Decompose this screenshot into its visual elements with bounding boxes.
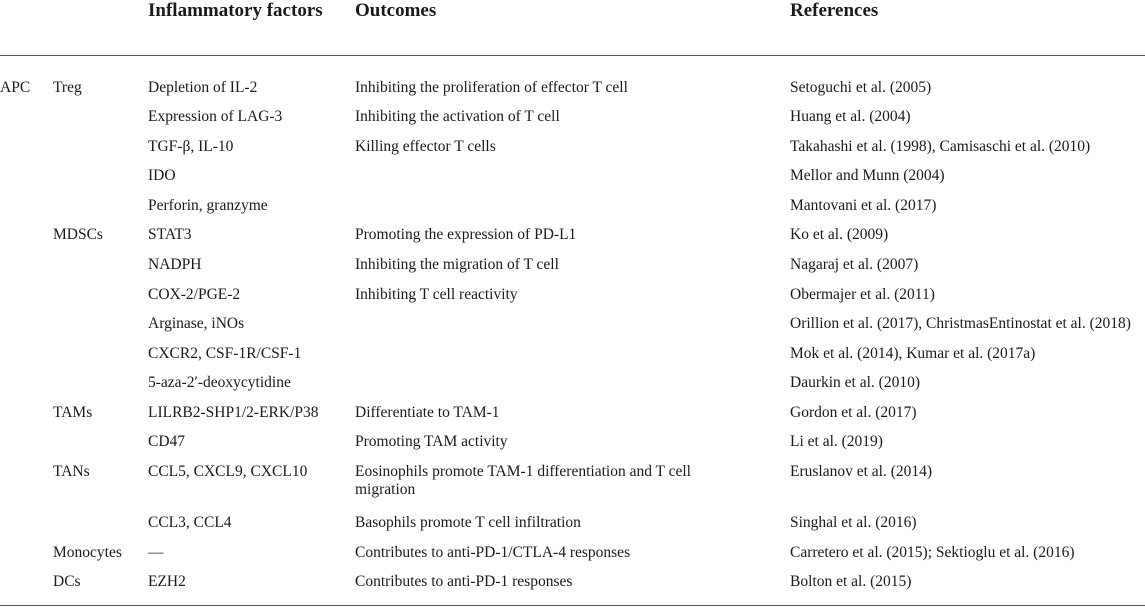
row-outcome: Promoting TAM activity [355, 433, 508, 450]
row-outcome: Contributes to anti-PD-1/CTLA-4 responses [355, 544, 631, 561]
row-cell-type: DCs [53, 573, 81, 590]
row-reference: Setoguchi et al. (2005) [790, 79, 932, 96]
row-inflammatory-factor: COX-2/PGE-2 [148, 286, 241, 303]
row-reference: Orillion et al. (2017), ChristmasEntinostat et al. (2018) [790, 315, 1131, 332]
row-inflammatory-factor: CXCR2, CSF-1R/CSF-1 [148, 345, 302, 362]
row-inflammatory-factor: LILRB2-SHP1/2-ERK/P38 [148, 404, 319, 421]
row-reference: Ko et al. (2009) [790, 226, 889, 243]
row-outcome: Basophils promote T cell infiltration [355, 514, 581, 531]
row-reference: Carretero et al. (2015); Sektioglu et al. (2016) [790, 544, 1075, 561]
header-references: References [790, 0, 879, 21]
row-reference: Bolton et al. (2015) [790, 573, 912, 590]
row-inflammatory-factor: TGF-β, IL-10 [148, 138, 234, 155]
row-reference: Singhal et al. (2016) [790, 514, 917, 531]
row-reference: Nagaraj et al. (2007) [790, 256, 919, 273]
row-inflammatory-factor: Depletion of IL-2 [148, 79, 258, 96]
row-reference: Gordon et al. (2017) [790, 404, 917, 421]
row-outcome: Promoting the expression of PD-L1 [355, 226, 577, 243]
row-reference: Mok et al. (2014), Kumar et al. (2017a) [790, 345, 1036, 362]
row-reference: Li et al. (2019) [790, 433, 883, 450]
row-inflammatory-factor: STAT3 [148, 226, 192, 243]
row-inflammatory-factor: — [148, 544, 164, 561]
row-cell-type: MDSCs [53, 226, 103, 243]
row-outcome: Differentiate to TAM-1 [355, 404, 500, 421]
row-inflammatory-factor: Arginase, iNOs [148, 315, 245, 332]
row-reference: Daurkin et al. (2010) [790, 374, 920, 391]
row-outcome: Killing effector T cells [355, 138, 496, 155]
row-cell-type: Treg [53, 79, 82, 96]
row-inflammatory-factor: EZH2 [148, 573, 186, 590]
row-group-cell: APC [0, 79, 31, 96]
row-outcome: Eosinophils promote TAM-1 differentiation and T cell migration [355, 463, 691, 498]
row-reference: Huang et al. (2004) [790, 108, 911, 125]
row-cell-type: TAMs [53, 404, 93, 421]
row-inflammatory-factor: NADPH [148, 256, 202, 273]
row-cell-type: TANs [53, 463, 90, 480]
table-bottom-rule [0, 605, 1145, 606]
row-inflammatory-factor: CCL5, CXCL9, CXCL10 [148, 463, 308, 480]
row-reference: Mantovani et al. (2017) [790, 197, 937, 214]
row-outcome: Inhibiting the proliferation of effector T cell [355, 79, 628, 96]
row-outcome: Inhibiting the migration of T cell [355, 256, 559, 273]
row-inflammatory-factor: CCL3, CCL4 [148, 514, 232, 531]
row-inflammatory-factor: 5-aza-2′-deoxycytidine [148, 374, 291, 391]
row-cell-type: Monocytes [53, 544, 122, 561]
row-reference: Takahashi et al. (1998), Camisaschi et al. (2010) [790, 138, 1091, 155]
row-outcome: Contributes to anti-PD-1 responses [355, 573, 573, 590]
row-inflammatory-factor: CD47 [148, 433, 186, 450]
row-outcome: Inhibiting the activation of T cell [355, 108, 560, 125]
row-reference: Mellor and Munn (2004) [790, 167, 945, 184]
row-reference: Eruslanov et al. (2014) [790, 463, 933, 480]
row-outcome: Inhibiting T cell reactivity [355, 286, 518, 303]
row-inflammatory-factor: IDO [148, 167, 176, 184]
row-reference: Obermajer et al. (2011) [790, 286, 935, 303]
header-inflammatory-factors: Inflammatory factors [148, 0, 323, 21]
row-inflammatory-factor: Perforin, granzyme [148, 197, 268, 214]
header-outcomes: Outcomes [355, 0, 437, 21]
row-inflammatory-factor: Expression of LAG-3 [148, 108, 283, 125]
header-divider [0, 55, 1145, 56]
